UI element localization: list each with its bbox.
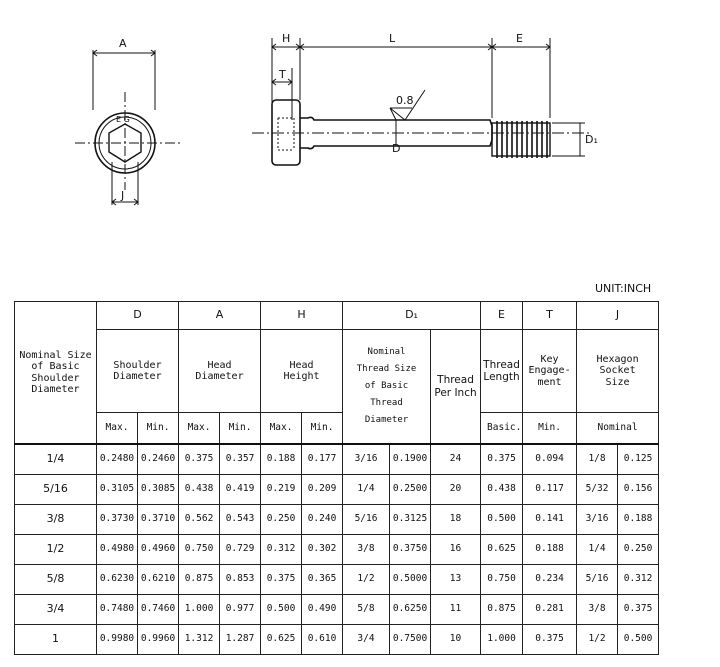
cell-a-max: 0.875 xyxy=(179,565,220,595)
group-title: Shoulder Diameter xyxy=(97,330,179,413)
stub-header: Nominal Size of Basic Shoulder Diameter xyxy=(15,302,97,445)
cell-size: 3/4 xyxy=(15,595,97,625)
cell-d-max: 0.6230 xyxy=(97,565,138,595)
cell-t: 0.188 xyxy=(523,535,577,565)
cell-d1-fraction: 3/16 xyxy=(343,444,390,475)
cell-e: 0.875 xyxy=(481,595,523,625)
cell-j-decimal: 0.125 xyxy=(618,444,659,475)
cell-d1-fraction: 1/4 xyxy=(343,475,390,505)
cell-d1-decimal: 0.2500 xyxy=(390,475,431,505)
cell-h-min: 0.490 xyxy=(302,595,343,625)
cell-h-min: 0.177 xyxy=(302,444,343,475)
cell-t: 0.094 xyxy=(523,444,577,475)
cell-e: 0.500 xyxy=(481,505,523,535)
sub-nominal: Nominal xyxy=(577,413,659,445)
cell-h-min: 0.209 xyxy=(302,475,343,505)
cell-e: 0.375 xyxy=(481,444,523,475)
table-row xyxy=(15,475,659,505)
cell-a-max: 1.312 xyxy=(179,625,220,655)
cell-tpi: 20 xyxy=(431,475,481,505)
cell-j-fraction: 1/4 xyxy=(577,535,618,565)
cell-tpi: 18 xyxy=(431,505,481,535)
cell-d-min: 0.4960 xyxy=(138,535,179,565)
group-letter: A xyxy=(179,302,261,330)
cell-tpi: 10 xyxy=(431,625,481,655)
cell-a-min: 0.357 xyxy=(220,444,261,475)
cell-d1-fraction: 3/8 xyxy=(343,535,390,565)
cell-d1-fraction: 3/4 xyxy=(343,625,390,655)
sub-min: Min. xyxy=(523,413,577,445)
sub-min: Min. xyxy=(220,413,261,445)
cell-d-min: 0.3085 xyxy=(138,475,179,505)
shoulder-screw-drawing xyxy=(0,0,720,280)
label-l: L xyxy=(389,32,396,45)
cell-h-max: 0.625 xyxy=(261,625,302,655)
cell-size: 5/8 xyxy=(15,565,97,595)
sub-min: Min. xyxy=(302,413,343,445)
cell-j-fraction: 1/2 xyxy=(577,625,618,655)
dimension-table xyxy=(14,301,659,655)
cell-d-max: 0.7480 xyxy=(97,595,138,625)
cell-j-fraction: 5/32 xyxy=(577,475,618,505)
cell-h-min: 0.365 xyxy=(302,565,343,595)
cell-size: 1 xyxy=(15,625,97,655)
group-letter: D₁ xyxy=(343,302,481,330)
label-j: J xyxy=(121,189,125,202)
cell-size: 1/2 xyxy=(15,535,97,565)
cell-tpi: 11 xyxy=(431,595,481,625)
sub-max: Max. xyxy=(261,413,302,445)
label-a: A xyxy=(119,37,127,50)
group-title: Key Engage-ment xyxy=(523,330,577,413)
cell-tpi: 13 xyxy=(431,565,481,595)
table-row xyxy=(15,505,659,535)
cell-j-decimal: 0.312 xyxy=(618,565,659,595)
label-h: H xyxy=(282,32,291,45)
cell-size: 3/8 xyxy=(15,505,97,535)
cell-a-min: 0.853 xyxy=(220,565,261,595)
cell-e: 1.000 xyxy=(481,625,523,655)
cell-d1-decimal: 0.7500 xyxy=(390,625,431,655)
label-finish: 0.8 xyxy=(396,94,414,107)
label-t: T xyxy=(279,68,286,81)
cell-h-min: 0.610 xyxy=(302,625,343,655)
cell-t: 0.281 xyxy=(523,595,577,625)
group-title: Thread Length xyxy=(481,330,523,413)
cell-h-max: 0.250 xyxy=(261,505,302,535)
cell-j-fraction: 5/16 xyxy=(577,565,618,595)
cell-d1-decimal: 0.3125 xyxy=(390,505,431,535)
cell-d-min: 0.9960 xyxy=(138,625,179,655)
cell-j-decimal: 0.156 xyxy=(618,475,659,505)
label-d1: D₁ xyxy=(585,133,598,146)
label-e: E xyxy=(516,32,523,45)
cell-e: 0.750 xyxy=(481,565,523,595)
cell-d1-decimal: 0.5000 xyxy=(390,565,431,595)
sub-min: Min. xyxy=(138,413,179,445)
cell-a-min: 0.419 xyxy=(220,475,261,505)
cell-t: 0.375 xyxy=(523,625,577,655)
cell-d-min: 0.3710 xyxy=(138,505,179,535)
cell-a-min: 0.729 xyxy=(220,535,261,565)
table-row xyxy=(15,595,659,625)
cell-h-max: 0.375 xyxy=(261,565,302,595)
cell-h-max: 0.312 xyxy=(261,535,302,565)
cell-d1-decimal: 0.3750 xyxy=(390,535,431,565)
cell-a-min: 1.287 xyxy=(220,625,261,655)
cell-d-max: 0.3730 xyxy=(97,505,138,535)
cell-e: 0.625 xyxy=(481,535,523,565)
cell-j-decimal: 0.500 xyxy=(618,625,659,655)
cell-h-max: 0.219 xyxy=(261,475,302,505)
cell-h-max: 0.500 xyxy=(261,595,302,625)
group-letter: H xyxy=(261,302,343,330)
cell-e: 0.438 xyxy=(481,475,523,505)
cell-j-decimal: 0.375 xyxy=(618,595,659,625)
cell-tpi: 16 xyxy=(431,535,481,565)
cell-t: 0.117 xyxy=(523,475,577,505)
cell-a-min: 0.977 xyxy=(220,595,261,625)
cell-h-min: 0.240 xyxy=(302,505,343,535)
group-title: Hexagon Socket Size xyxy=(577,330,659,413)
cell-a-max: 0.750 xyxy=(179,535,220,565)
cell-a-max: 1.000 xyxy=(179,595,220,625)
thread-per-inch-header: Thread Per Inch xyxy=(431,330,481,445)
cell-j-decimal: 0.188 xyxy=(618,505,659,535)
cell-tpi: 24 xyxy=(431,444,481,475)
sub-basic: Basic. xyxy=(481,413,523,445)
group-title: Head Height xyxy=(261,330,343,413)
table-row xyxy=(15,625,659,655)
group-title: Nominal Thread Size of Basic Thread Diameter xyxy=(343,330,431,445)
group-letter: D xyxy=(97,302,179,330)
cell-d-max: 0.2480 xyxy=(97,444,138,475)
label-d: D xyxy=(392,142,401,155)
cell-a-max: 0.375 xyxy=(179,444,220,475)
cell-d1-decimal: 0.6250 xyxy=(390,595,431,625)
cell-d1-decimal: 0.1900 xyxy=(390,444,431,475)
cell-d-min: 0.2460 xyxy=(138,444,179,475)
label-eg: E G xyxy=(116,115,130,124)
sub-max: Max. xyxy=(97,413,138,445)
cell-h-max: 0.188 xyxy=(261,444,302,475)
cell-t: 0.234 xyxy=(523,565,577,595)
table-row xyxy=(15,535,659,565)
cell-d1-fraction: 5/8 xyxy=(343,595,390,625)
cell-a-max: 0.562 xyxy=(179,505,220,535)
cell-d-min: 0.7460 xyxy=(138,595,179,625)
group-title: Head Diameter xyxy=(179,330,261,413)
cell-d-max: 0.3105 xyxy=(97,475,138,505)
cell-d1-fraction: 5/16 xyxy=(343,505,390,535)
group-letter: J xyxy=(577,302,659,330)
cell-j-decimal: 0.250 xyxy=(618,535,659,565)
cell-j-fraction: 1/8 xyxy=(577,444,618,475)
cell-d-max: 0.9980 xyxy=(97,625,138,655)
cell-size: 1/4 xyxy=(15,444,97,475)
cell-d-min: 0.6210 xyxy=(138,565,179,595)
cell-h-min: 0.302 xyxy=(302,535,343,565)
group-letter: E xyxy=(481,302,523,330)
sub-max: Max. xyxy=(179,413,220,445)
table-row xyxy=(15,444,659,475)
cell-d1-fraction: 1/2 xyxy=(343,565,390,595)
cell-a-min: 0.543 xyxy=(220,505,261,535)
cell-t: 0.141 xyxy=(523,505,577,535)
cell-a-max: 0.438 xyxy=(179,475,220,505)
cell-d-max: 0.4980 xyxy=(97,535,138,565)
unit-label: UNIT:INCH xyxy=(595,282,652,295)
cell-j-fraction: 3/16 xyxy=(577,505,618,535)
table-row xyxy=(15,565,659,595)
cell-j-fraction: 3/8 xyxy=(577,595,618,625)
group-letter: T xyxy=(523,302,577,330)
cell-size: 5/16 xyxy=(15,475,97,505)
